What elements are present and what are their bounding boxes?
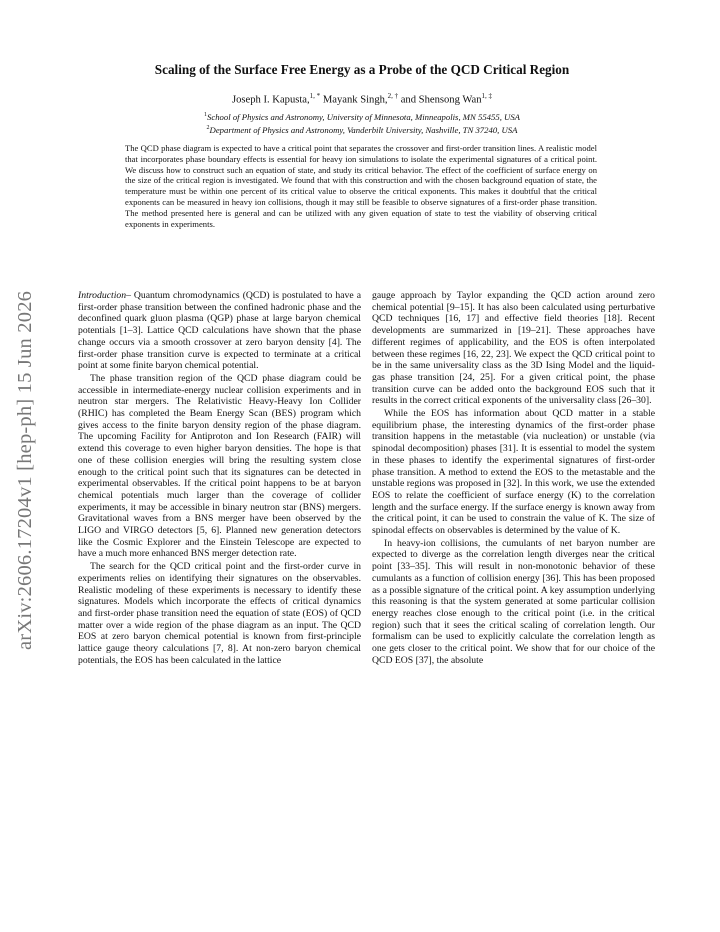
affiliation-mark: 2 — [206, 124, 210, 131]
author-list — [60, 92, 664, 106]
body-paragraph: The phase transition region of the QCD phase diagram could be accessible in intermediate-energy nuclear collision experiments and in neutron star mergers. The Relativistic Heavy-Heavy Ion Collider (RHIC) has completed the Beam Energy Scan (BES) program which gives access to the finite baryon density region of the phase diagram. The upcoming Facility for Antiproton and Ion Research (FAIR) will extend this coverage to even higher baryon densities. The hope is that one of these collision energies will bring the resulting system close enough to the critical point such that its signatures can be detected in experimental observables. If the critical point happens to be at baryon chemical potentials much larger than the coverage of collider experiments, it may be accessible in binary neutron star (BNS) mergers. Gravitational waves from a BNS merger have been observed by the LIGO and VIRGO detectors [5, 6]. Planned new generation detectors like the Cosmic Explorer and the Einstein Telescope are expected to have a much more enhanced BNS merger detection rate. — [78, 372, 361, 560]
intro-heading: Introduction– — [78, 290, 131, 301]
author-mark: 1, * — [309, 92, 321, 100]
affiliation-1 — [60, 110, 664, 123]
author-mark: 2, † — [387, 92, 399, 100]
body-paragraph: gauge approach by Taylor expanding the QCD action around zero chemical potential [9–15]. It has also been calculated using perturbative QCD techniques [16, 17] and effective field theories [18]. Recent developments are summarized in [19–21]. These approaches have different regimes of applicability, and the EOS is often interpolated between these regimes [16, 22, 23]. We expect the QCD critical point to be in the same universality class as the 3D Ising Model and the liquid-gas phase transition [24, 25]. For a given critical point, the phase transition curve can be added onto the background EOS such that it results in the correct critical exponents of the universality class [26–30]. — [372, 290, 655, 407]
author-name: Mayank Singh, — [322, 94, 388, 106]
affiliation-2 — [60, 123, 664, 136]
affiliation-mark: 1 — [204, 112, 208, 118]
left-column — [78, 290, 361, 667]
author-name: Joseph I. Kapusta, — [231, 94, 310, 106]
author-name: and Shensong Wan — [400, 94, 482, 106]
author-mark: 1, ‡ — [481, 92, 492, 100]
affiliations — [60, 110, 664, 136]
affiliation-text: School of Physics and Astronomy, University of Minnesota, Minneapolis, MN 55455, USA — [207, 111, 520, 122]
body-paragraph: The search for the QCD critical point and the first-order curve in experiments relies on identifying their signatures on the observables. Realistic modeling of these experiments is necessary to identify these signatures. Models which incorporate the effects of critical dynamics and first-order phase transition need the equation of state (EOS) of QCD matter over a wide region of the phase diagram as an input. The QCD EOS at zero baryon chemical potential is known from first-principle lattice gauge theory calculations [7, 8]. At non-zero baryon chemical potentials, the EOS has been calculated in the lattice — [78, 561, 361, 666]
affiliation-text: Department of Physics and Astronomy, Vanderbilt University, Nashville, TN 37240, USA — [209, 124, 518, 135]
intro-paragraph — [78, 290, 361, 372]
arxiv-identifier-text: arXiv:2606.17204v1 [hep-ph] 15 Jun 2026 — [14, 290, 36, 650]
body-paragraph: While the EOS has information about QCD matter in a stable equilibrium phase, the interesting dynamics of the first-order phase transition happens in the metastable (via nucleation) or unstable (via spinodal decomposition) phases [31]. It is essential to model the system in these phases to identify the experimental signatures of first-order phase transition. A method to extend the EOS to the metastable and the unstable regions was proposed in [32]. In this work, we use the extended EOS to relate the coefficient of surface energy (K) to the correlation length and the surface energy. If the surface energy is known away from the critical point, it can be used to constrain the value of K. The size of spinodal effects on observables is determined by the value of K. — [372, 408, 655, 537]
body-paragraph: In heavy-ion collisions, the cumulants of net baryon number are expected to diverge as the correlation length diverges near the critical point [33–35]. This will result in non-monotonic behavior of these cumulants as a function of collision energy [36]. This has been proposed as a possible signature of the critical point. A key assumption underlying this reasoning is that the system generated at some particular collision energy reaches close enough to the critical point (i.e. in the critical region) such that it sees the critical scaling of correlation length. Our formalism can be used to explicitly calculate the correlation length as one gets closer to the critical point. We show that for our choice of the QCD EOS [37], the absolute — [372, 537, 655, 666]
abstract: The QCD phase diagram is expected to have a critical point that separates the crossover and first-order transition lines. A realistic model that incorporates phase boundary effects is essential for heavy ion simulations to isolate the experimental signatures of a critical point. We discuss how to construct such an equation of state, and study its critical behavior. The effect of the coefficient of surface energy on the size of the critical region is investigated. We found that with this construction and with the chosen background equation of state, the temperature must be within one percent of its critical value to observe the critical exponents. This makes it doubtful that the critical exponents can be measured in heavy ion collisions, though it may still be feasible to observe signatures of a first-order phase transition. The method presented here is general and can be utilized with any given equation of state to test the viability of observing critical exponents in experiments. — [125, 143, 597, 229]
paragraph-text: Quantum chromodynamics (QCD) is postulated to have a first-order phase transition between the confined hadronic phase and the deconfined quark gluon plasma (QGP) phase at large baryon chemical potentials [1–3]. Lattice QCD calculations have shown that the phase change occurs via a smooth crossover at zero baryon density [4]. The first-order phase transition curve is expected to terminate at a critical point at some finite baryon chemical potential. — [78, 290, 361, 372]
paper-title: Scaling of the Surface Free Energy as a Probe of the QCD Critical Region — [154, 62, 570, 77]
right-column — [372, 290, 655, 667]
